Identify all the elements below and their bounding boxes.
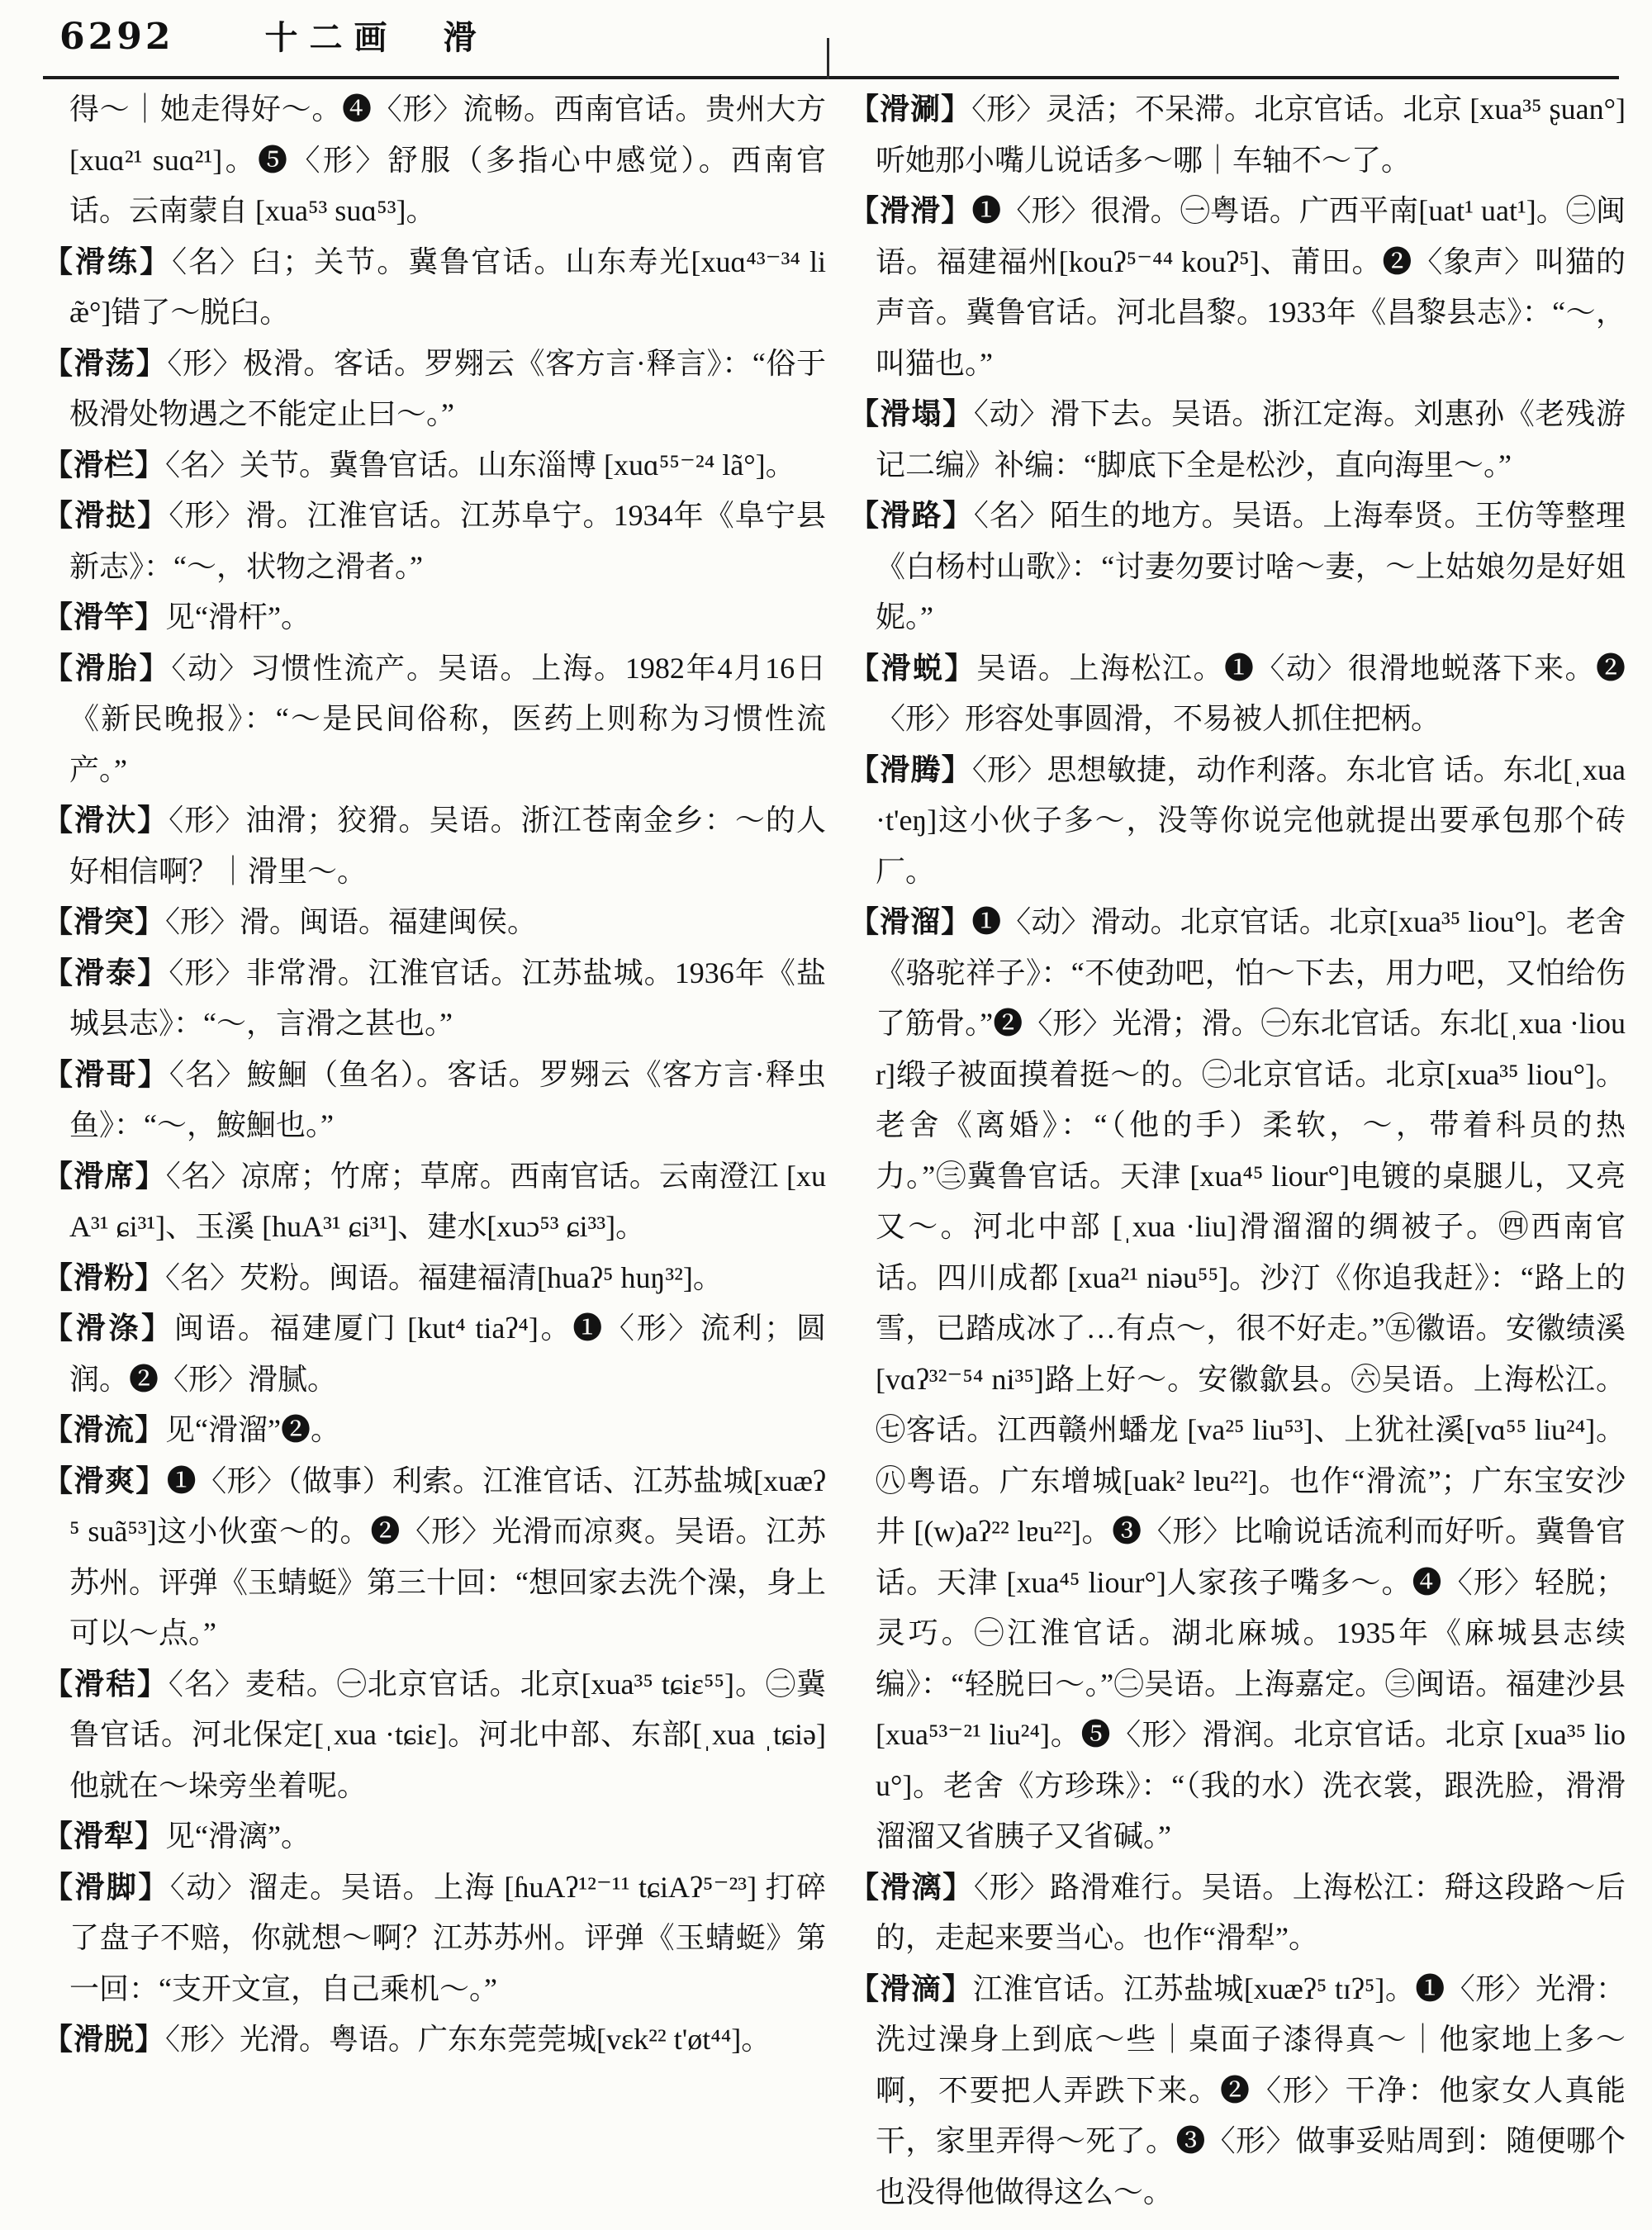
entry-body: 闽语。福建厦门 [kut⁴ tiaʔ⁴]。❶〈形〉流利；圆润。❷〈形〉滑腻。: [69, 1312, 826, 1396]
entry-headword: 【滑脚】: [43, 1870, 170, 1904]
dictionary-entry: [43, 491, 826, 592]
entry-headword: 【滑蜕】: [849, 651, 976, 685]
entry-body: 〈名〉芡粉。闽语。福建福清[huaʔ⁵ huŋ³²]。: [165, 1260, 723, 1294]
dictionary-entry: [43, 1253, 826, 1304]
entry-body: 〈名〉关节。冀鲁官话。山东淄博 [xuɑ⁵⁵⁻²⁴ lã°]。: [165, 448, 795, 482]
right-column: [849, 84, 1626, 2218]
entry-body: 〈形〉灵活；不呆滞。北京官话。北京 [xua³⁵ ʂuan°]听她那小嘴儿说话多～哪｜车轴不～了。: [876, 93, 1626, 177]
entry-headword: 【滑秸】: [43, 1667, 169, 1701]
entry-body: 〈形〉极滑。客话。罗翙云《客方言·释言》：“俗于极滑处物遇之不能定止曰～。”: [69, 346, 826, 430]
dictionary-entry: [43, 948, 826, 1050]
entry-headword: 【滑犁】: [43, 1820, 166, 1853]
section-title: 十二画 滑: [264, 19, 488, 56]
entry-headword: 【滑竿】: [43, 600, 166, 633]
entry-headword: 【滑泰】: [43, 956, 169, 989]
entry-headword: 【滑席】: [43, 1159, 166, 1193]
column-divider: [827, 38, 829, 79]
dictionary-entry: [43, 1659, 826, 1812]
entry-body: 〈动〉习惯性流产。吴语。上海。1982年4月16日《新民晚报》：“～是民间俗称，医药上则称为习惯性流产。”: [69, 651, 826, 786]
entry-headword: 【滑胎】: [43, 651, 172, 685]
dictionary-entry: [43, 339, 826, 440]
dictionary-entry: [43, 1303, 826, 1405]
dictionary-entry: [849, 643, 1626, 745]
dictionary-entry: [43, 1151, 826, 1253]
dictionary-entry: [849, 84, 1626, 186]
page-header: [59, 12, 487, 59]
dictionary-entry: [849, 1964, 1626, 2218]
entry-headword: 【滑路】: [849, 499, 974, 532]
entry-body: 〈名〉臼；关节。冀鲁官话。山东寿光[xuɑ⁴³⁻³⁴ liæ̃°]错了～脱臼。: [69, 244, 826, 329]
entry-headword: 【滑粉】: [43, 1260, 166, 1294]
dictionary-entry: [43, 795, 826, 897]
entry-body: 〈形〉油滑；狡猾。吴语。浙江苍南金乡：～的人好相信啊？｜滑里～。: [69, 804, 826, 888]
entry-body: 得～｜她走得好～。❹〈形〉流畅。西南官话。贵州大方[xuɑ²¹ suɑ²¹]。❺〈形〉舒服（多指心中感觉）。西南官话。云南蒙自 [xua⁵³ suɑ⁵³]。: [69, 93, 826, 227]
entry-headword: 【滑滑】: [849, 194, 972, 227]
entry-headword: 【滑爽】: [43, 1464, 167, 1497]
entry-headword: 【滑突】: [43, 905, 166, 938]
dictionary-entry: [43, 592, 826, 643]
entry-body: 〈形〉非常滑。江淮官话。江苏盐城。1936年《盐城县志》：“～，言滑之甚也。”: [69, 956, 826, 1040]
page-number: 6292: [59, 16, 174, 58]
dictionary-entry: [43, 2014, 826, 2066]
dictionary-entry: [849, 491, 1626, 643]
dictionary-entry: [43, 1811, 826, 1862]
entry-body: 〈名〉陌生的地方。吴语。上海奉贤。王仿等整理《白杨村山歌》：“讨妻勿要讨啥～妻，～上姑娘勿是好姐妮。”: [876, 499, 1626, 633]
entry-body: 〈形〉滑。闽语。福建闽侯。: [165, 905, 538, 938]
entry-body: ❶〈形〉很滑。㊀粤语。广西平南[uat¹ uat¹]。㊁闽语。福建福州[kouʔ⁵⁻⁴⁴ kouʔ⁵]、莆田。❷〈象声〉叫猫的声音。冀鲁官话。河北昌黎。1933年《昌黎县志》：“～，叫猫也。”: [876, 194, 1626, 380]
dictionary-entry: [849, 389, 1626, 491]
entry-body: 〈动〉溜走。吴语。上海 [ɦuAʔ¹²⁻¹¹ tɕiAʔ⁵⁻²³] 打碎了盘子不赔，你就想～啊？江苏苏州。评弹《玉蜻蜓》第一回：“支开文宣，自己乘机～。”: [69, 1870, 826, 2005]
entry-body: 见“滑漓”。: [165, 1820, 311, 1853]
entry-headword: 【滑塌】: [849, 397, 974, 430]
dictionary-entry: [43, 84, 826, 237]
dictionary-entry: [849, 745, 1626, 898]
entry-headword: 【滑涮】: [849, 93, 972, 126]
dictionary-entry: [849, 1862, 1626, 1964]
entry-headword: 【滑挞】: [43, 499, 169, 532]
entry-body: 〈名〉麦秸。㊀北京官话。北京[xua³⁵ tɕiɛ⁵⁵]。㊁冀鲁官话。河北保定[ˌxua ·tɕiɛ]。河北中部、东部[ˌxua ˌtɕiə]他就在～垛旁坐着呢。: [69, 1667, 826, 1802]
entry-headword: 【滑荡】: [43, 346, 168, 380]
entry-body: 〈形〉思想敏捷，动作利落。东北官 话。东北[ˌxua ·t'eŋ]这小伙子多～，没等你说完他就提出要承包那个砖厂。: [876, 752, 1626, 888]
entry-headword: 【滑流】: [43, 1413, 166, 1446]
entry-body: 〈动〉滑下去。吴语。浙江定海。刘惠孙《老残游记二编》补编：“脚底下全是松沙，直向海里～。”: [876, 397, 1626, 482]
dictionary-entry: [43, 440, 826, 491]
entry-body: 见“滑杆”。: [165, 600, 311, 633]
dictionary-entry: [43, 237, 826, 339]
entry-body: 〈形〉滑。江淮官话。江苏阜宁。1934年《阜宁县新志》：“～，状物之滑者。”: [69, 499, 826, 583]
entry-body: 〈形〉光滑。粤语。广东东莞莞城[vɛk²² t'øt⁴⁴]。: [165, 2023, 771, 2056]
entry-body: 〈形〉路滑难行。吴语。上海松江：搿这段路～后的，走起来要当心。也作“滑犁”。: [876, 1870, 1626, 1954]
entry-body: ❶〈动〉滑动。北京官话。北京[xua³⁵ liou°]。老舍《骆驼祥子》：“不使劲吧，怕～下去，用力吧，又怕给伤了筋骨。”❷〈形〉光滑；滑。㊀东北官话。东北[ˌxua ·liour]缎子被面摸着挺～的。㊁北京官话。北京[xua³⁵ liou°]。老舍《离婚》：“（他的手）柔软，～，带着科员的热力。”㊂冀鲁官话。天津 [xua⁴⁵ liour°]电镀的桌腿儿，又亮又～。河北中部 [ˌxua ·liu]滑溜溜的绸被子。㊃西南官话。四川成都 [xua²¹ niəu⁵⁵]。沙汀《你追我赶》：“路上的雪，已踏成冰了…有点～，很不好走。”㊄徽语。安徽绩溪 [vɑʔ³²⁻⁵⁴ ni³⁵]路上好～。安徽歙县。㊅吴语。上海松江。㊆客话。江西赣州蟠龙 [va²⁵ liu⁵³]、上犹社溪[vɑ⁵⁵ liu²⁴]。㊇粤语。广东增城[uak² lɐu²²]。也作“滑流”；广东宝安沙井 [(w)aʔ²² lɐu²²]。❸〈形〉比喻说话流利而好听。冀鲁官话。天津 [xua⁴⁵ liour°]人家孩子嘴多～。❹〈形〉轻脱；灵巧。㊀江淮官话。湖北麻城。1935年《麻城县志续编》：“轻脱曰～。”㊁吴语。上海嘉定。㊂闽语。福建沙县[xua⁵³⁻²¹ liu²⁴]。❺〈形〉滑润。北京官话。北京 [xua³⁵ liou°]。老舍《方珍珠》：“（我的水）洗衣裳，跟洗脸，滑滑溜溜又省胰子又省碱。”: [876, 905, 1626, 1853]
dictionary-entry: [43, 643, 826, 796]
entry-headword: 【滑漓】: [849, 1870, 974, 1904]
entry-headword: 【滑栏】: [43, 448, 166, 482]
entry-headword: 【滑练】: [43, 244, 173, 278]
header-rule: [43, 76, 1619, 79]
entry-body: 吴语。上海松江。❶〈动〉很滑地蜕落下来。❷〈形〉形容处事圆滑，不易被人抓住把柄。: [876, 651, 1626, 735]
dictionary-entry: [849, 186, 1626, 389]
entry-body: 见“滑溜”❷。: [165, 1413, 340, 1446]
dictionary-entry: [43, 897, 826, 948]
entry-body: ❶〈形〉（做事）利索。江淮官话、江苏盐城[xuæʔ⁵ suã⁵³]这小伙蛮～的。❷〈形〉光滑而凉爽。吴语。江苏苏州。评弹《玉蜻蜓》第三十回：“想回家去洗个澡，身上可以～点。”: [69, 1464, 826, 1649]
dictionary-entry: [43, 1862, 826, 2015]
entry-headword: 【滑哥】: [43, 1057, 169, 1091]
entry-headword: 【滑滴】: [849, 1971, 973, 2005]
entry-body: 江淮官话。江苏盐城[xuæʔ⁵ tɪʔ⁵]。❶〈形〉光滑：洗过澡身上到底～些｜桌面子漆得真～｜他家地上多～啊，不要把人弄跌下来。❷〈形〉干净：他家女人真能干，家里弄得～死了。❸〈形〉做事妥贴周到：随便哪个也没得他做得这么～。: [876, 1971, 1626, 2209]
entry-headword: 【滑腾】: [849, 752, 972, 786]
entry-body: 〈名〉凉席；竹席；草席。西南官话。云南澄江 [xuA³¹ ɕi³¹]、玉溪 [huA³¹ ɕi³¹]、建水[xuɔ⁵³ ɕi³³]。: [69, 1159, 826, 1243]
left-column: [43, 84, 826, 2066]
entry-headword: 【滑涤】: [43, 1312, 174, 1345]
dictionary-entry: [43, 1050, 826, 1151]
entry-headword: 【滑溜】: [849, 905, 972, 938]
dictionary-entry: [43, 1405, 826, 1456]
entry-headword: 【滑汏】: [43, 804, 169, 837]
dictionary-entry: [43, 1456, 826, 1659]
entry-headword: 【滑脱】: [43, 2023, 166, 2056]
entry-body: 〈名〉鮟鮰（鱼名）。客话。罗翙云《客方言·释虫鱼》：“～，鮟鮰也。”: [69, 1057, 826, 1141]
dictionary-entry: [849, 897, 1626, 1862]
